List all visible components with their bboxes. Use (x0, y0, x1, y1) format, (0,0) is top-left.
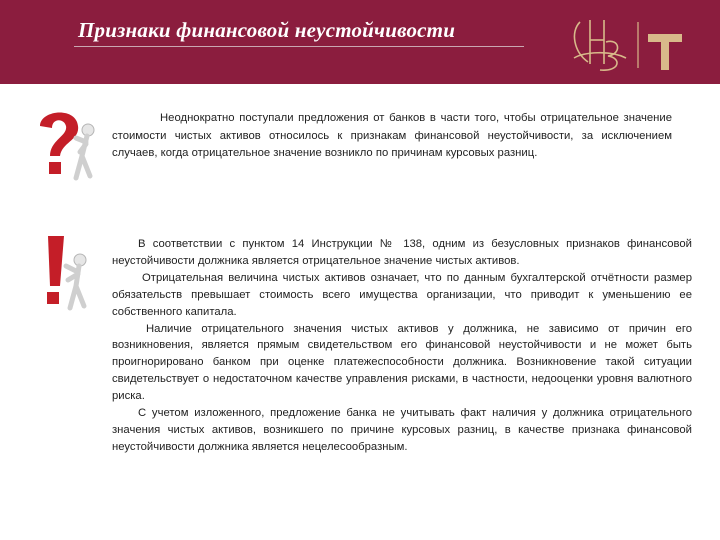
nbt-monogram-logo-icon (560, 12, 700, 78)
footer-space (0, 520, 720, 540)
section2-paragraph-4: С учетом изложенного, предложение банка не учитывать факт наличия у должника отрицательного значения чистых активов, возникшего по причине курсовых разниц, в качестве признака финансовой неустойчивости должника является нецелесообразным. (112, 407, 692, 453)
section2-paragraph-2: Отрицательная величина чистых активов означает, что по данным бухгалтерской отчётности размер обязательств превышает стоимость всего имущества организации, что приводит к уменьшению ее собственного капитала. (112, 271, 692, 318)
section2-paragraph-1: В соответствии с пунктом 14 Инструкции № 138, одним из безусловных признаков финансовой неустойчивости должника является отрицательное значение чистых активов. (112, 238, 692, 267)
section2-paragraph-3: Наличие отрицательного значения чистых активов у должника, не зависимо от причин его возникновения, является прямым свидетельством его финансовой неустойчивости и не может быть проигнорировано банком при оценке платежеспособности должника. Возникновение такой ситуации свидетельствует о недостаточном качестве управления рисками, в частности, недооценки уровня валютного риска. (112, 322, 692, 403)
exclamation-mark-figure-icon (30, 232, 100, 314)
section2-text (112, 236, 692, 456)
section1-paragraph: Неоднократно поступали предложения от банков в части того, чтобы отрицательное значение стоимости чистых активов относилось к признакам финансовой неустойчивости, за исключением случаев, когда отрицательное значение возникло по причинам курсовых разниц. (112, 112, 672, 160)
title-underline (74, 46, 524, 47)
header-banner (0, 0, 720, 84)
page-title: Признаки финансовой неустойчивости (78, 18, 456, 42)
question-mark-figure-icon (30, 104, 102, 186)
